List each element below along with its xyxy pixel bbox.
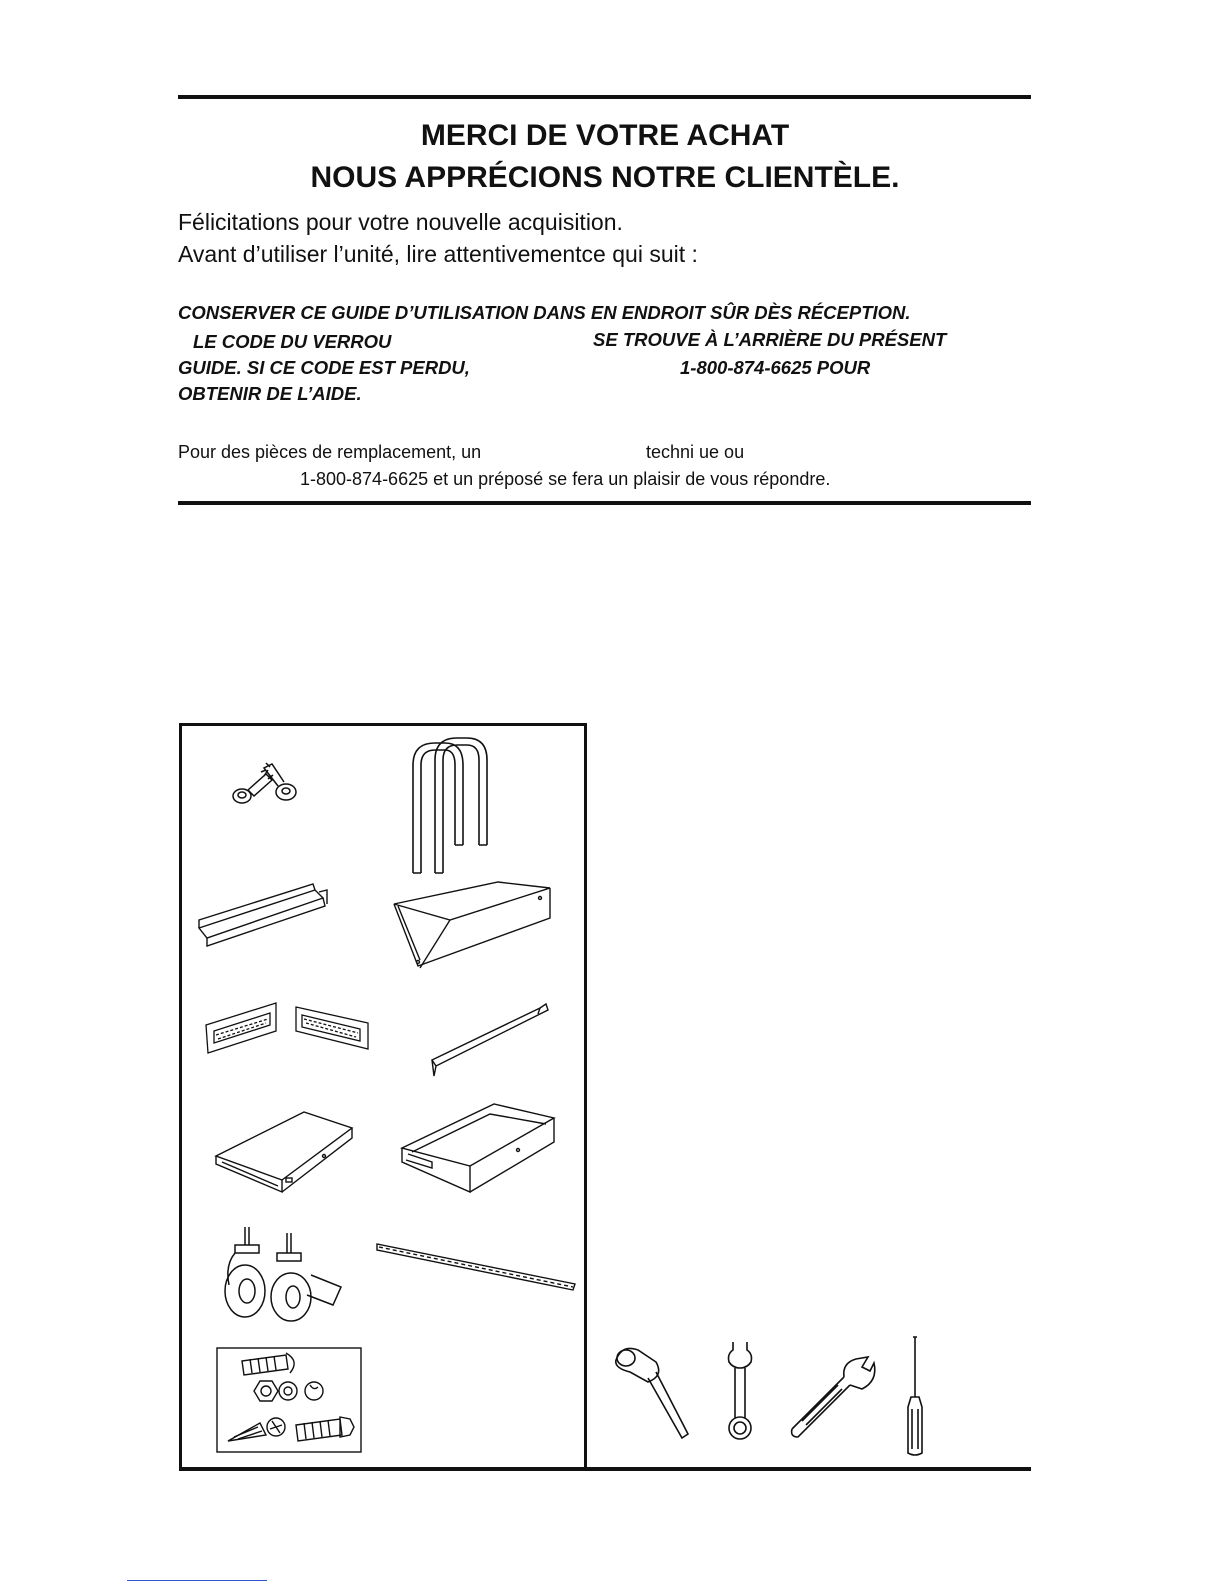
drawer-slides-icon <box>200 995 375 1060</box>
footer-link-underline[interactable] <box>127 1580 267 1581</box>
drawer-open-icon <box>398 1100 558 1200</box>
bottom-rule <box>179 1467 1031 1471</box>
mallet-icon <box>612 1338 692 1443</box>
wrench-icon <box>725 1340 755 1445</box>
page-title: MERCI DE VOTRE ACHAT <box>420 119 790 152</box>
top-rule <box>178 95 1031 99</box>
keys-icon <box>220 760 320 810</box>
intro-line-2: Avant d’utiliser l’unité, lire attentivementce qui suit : <box>178 241 698 267</box>
screwdriver-icon <box>900 1335 930 1457</box>
support-line-1a: Pour des pièces de remplacement, un <box>178 442 482 462</box>
adjustable-wrench-icon <box>788 1355 878 1440</box>
warning-line-2b: SE TROUVE À L’ARRIÈRE DU PRÉSENT <box>593 329 947 350</box>
warning-line-2a: LE CODE DU VERROU <box>193 331 392 352</box>
intro-line-1: Félicitations pour votre nouvelle acquisition. <box>178 209 623 235</box>
warning-line-3a: GUIDE. SI CE CODE EST PERDU, <box>178 357 470 378</box>
casters-icon <box>215 1225 345 1325</box>
hardware-icon <box>216 1347 363 1453</box>
middle-rule <box>178 501 1031 505</box>
angle-bar-icon <box>428 1000 553 1080</box>
drawer-closed-icon <box>212 1108 357 1198</box>
rod-icon <box>375 1238 580 1293</box>
page-subtitle: NOUS APPRÉCIONS NOTRE CLIENTÈLE. <box>310 161 900 194</box>
rail-channel-icon <box>195 880 330 950</box>
warning-line-4: OBTENIR DE L’AIDE. <box>178 383 362 404</box>
warning-line-3b: 1-800-874-6625 POUR <box>680 357 871 378</box>
tray-icon <box>390 878 555 978</box>
handles-icon <box>405 735 495 875</box>
warning-line-1: CONSERVER CE GUIDE D’UTILISATION DANS EN ENDROIT SÛR DÈS RÉCEPTION. <box>178 302 911 323</box>
support-line-1b: techni ue ou <box>646 442 745 462</box>
support-line-2: 1-800-874-6625 et un préposé se fera un plaisir de vous répondre. <box>300 469 831 489</box>
